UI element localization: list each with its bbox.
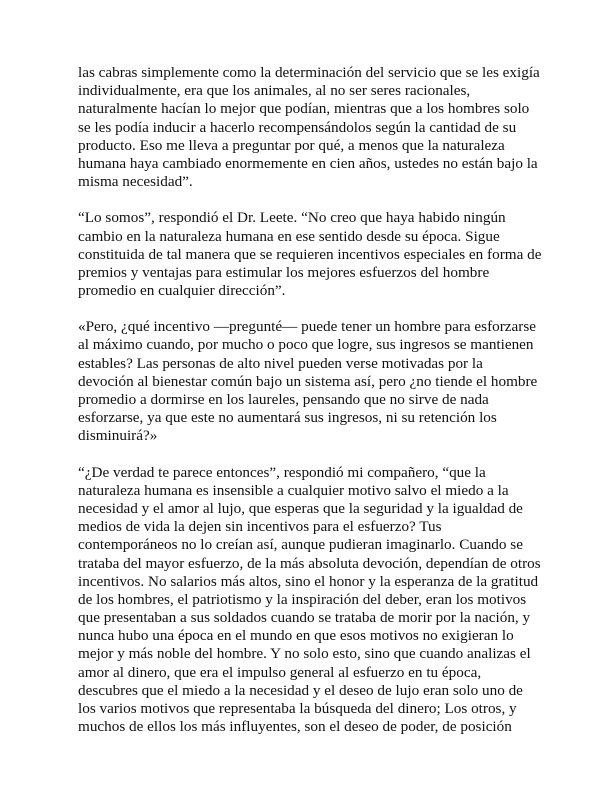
text-line: amor al dinero, que era el impulso general al esfuerzo en tu época, [78,663,482,681]
text-line: trataba del mayor esfuerzo, de la más absoluta devoción, dependían de otros [78,554,541,572]
text-line: esforzarse, ya que este no aumentará sus ingresos, ni su retención los [78,409,497,427]
paragraph [78,209,548,300]
text-line: medios de vida la dejen sin incentivos para el esfuerzo? Tus [78,518,442,536]
text-line: producto. Eso me lleva a preguntar por qué, a menos que la naturaleza [78,136,505,154]
text-line: promedio a dormirse en los laureles, pensando que no sirve de nada [78,391,489,408]
text-line: descubres que el miedo a la necesidad y el deseo de lujo eran solo uno de [78,681,523,699]
text-line: que presentaban a sus soldados cuando se trataba de morir por la nación, y [78,609,531,627]
text-line: contemporáneos no lo creían así, aunque pudieran imaginarlo. Cuando se [78,536,523,554]
text-line: se les podía inducir a hacerlo recompensándolos según la cantidad de su [78,118,517,136]
text-line: los varios motivos que representaba la búsqueda del dinero; Los otros, y [78,700,517,717]
text-line: mejor y más noble del hombre. Y no solo esto, sino que cuando analizas el [78,645,531,663]
text-line: «Pero, ¿qué incentivo —pregunté— puede tener un hombre para esforzarse [78,318,536,336]
text-line: devoción al bienestar común bajo un sistema así, pero ¿no tiende el hombre [78,372,538,390]
text-line: nunca hubo una época en el mundo en que esos motivos no exigieran lo [78,627,514,645]
text-line: “¿De verdad te parece entonces”, respondió mi compañero, “que la [78,463,486,481]
text-line: al máximo cuando, por mucho o poco que logre, sus ingresos se mantienen [78,336,534,354]
text-line: naturalmente hacían lo mejor que podían, mientras que a los hombres solo [78,100,530,118]
text-line: de los hombres, el patriotismo y la inspiración del deber, eran los motivos [78,590,527,608]
text-line: estables? Las personas de alto nivel pueden verse motivadas por la [78,354,483,372]
text-line: humana haya cambiado enormemente en cien años, ustedes no están bajo la [78,154,538,172]
text-line: cambio en la naturaleza humana en ese sentido desde su época. Sigue [78,227,500,245]
text-line: las cabras simplemente como la determinación del servicio que se les exigía [78,64,540,81]
text-line: individualmente, era que los animales, al no ser seres racionales, [78,82,471,100]
text-line: disminuirá?» [78,427,158,445]
paragraph [78,318,548,445]
text-line: promedio en cualquier dirección”. [78,282,286,300]
text-line: naturaleza humana es insensible a cualquier motivo salvo el miedo a la [78,481,509,499]
text-line: misma necesidad”. [78,173,193,191]
text-line: incentivos. No salarios más altos, sino el honor y la esperanza de la gratitud [78,572,539,590]
paragraph [78,464,548,737]
text-line: premios y ventajas para estimular los mejores esfuerzos del hombre [78,263,490,281]
document-page [78,64,548,754]
text-line: necesidad y el amor al lujo, que esperas que la seguridad y la igualdad de [78,499,523,517]
paragraph [78,64,548,191]
text-line: constituida de tal manera que se requieren incentivos especiales en forma de [78,245,542,263]
text-line: muchos de ellos los más influyentes, son el deseo de poder, de posición [78,718,512,736]
text-line: “Lo somos”, respondió el Dr. Leete. “No creo que haya habido ningún [78,209,506,227]
